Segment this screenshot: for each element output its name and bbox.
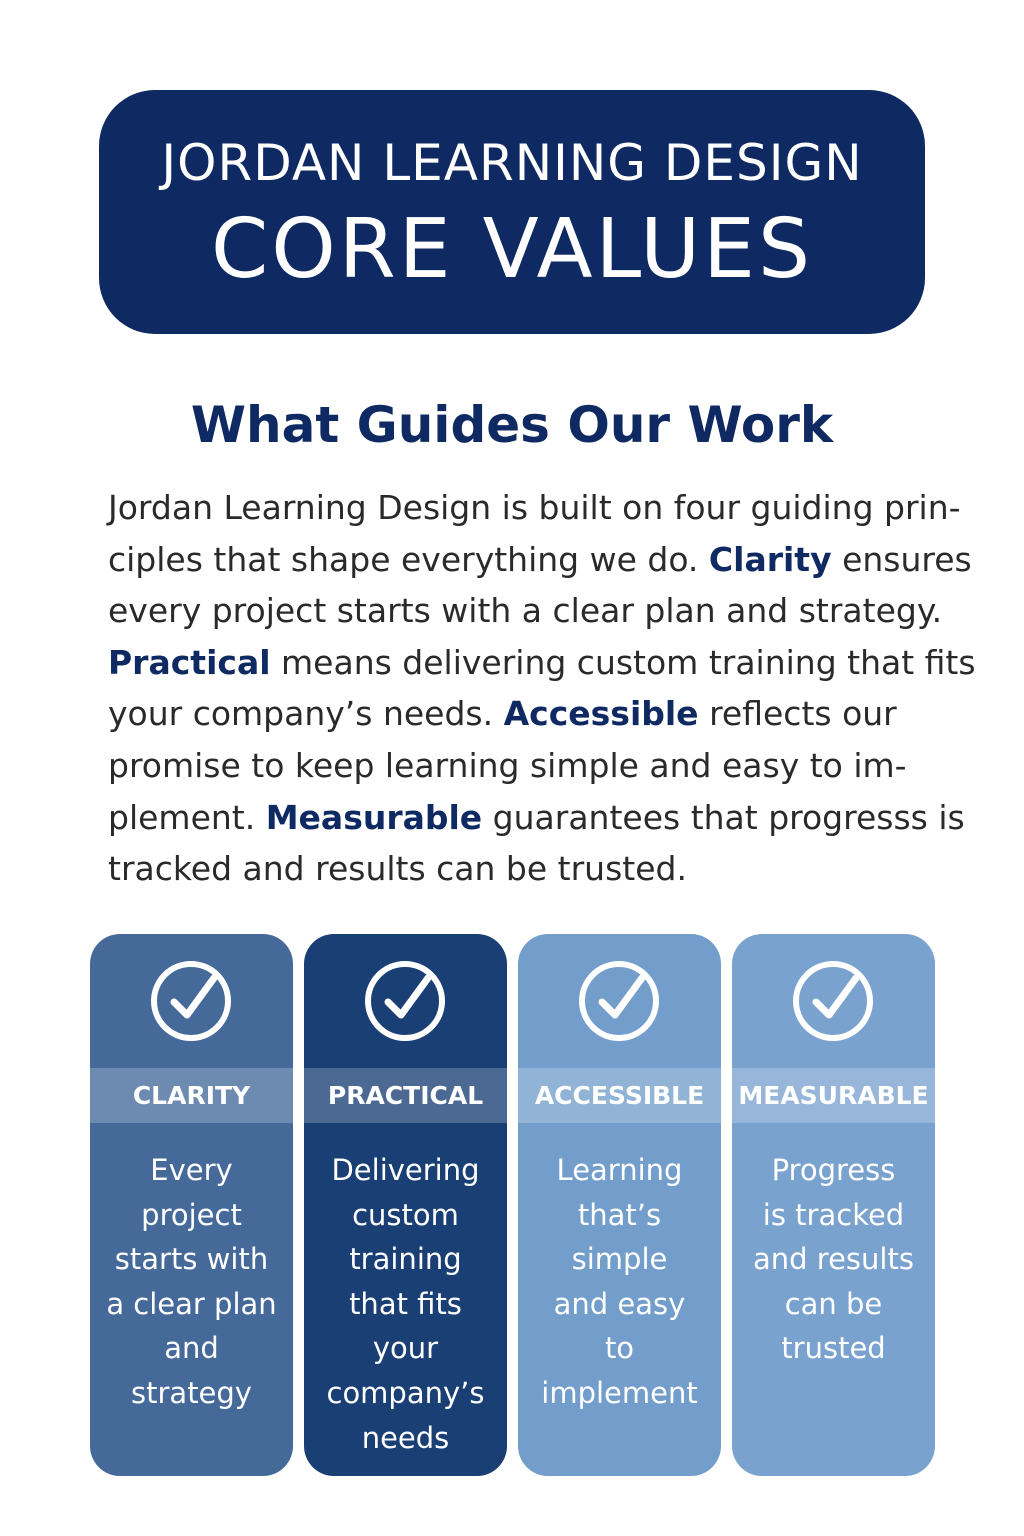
card-description-line: Delivering (331, 1153, 480, 1187)
intro-text: Jordan Learning Design is built on four guiding prin- (108, 488, 961, 527)
card-description-line: that’s (577, 1197, 662, 1232)
card-description-line: starts with (114, 1242, 269, 1277)
values-cards (90, 934, 935, 1476)
value-keyword: Accessible (503, 694, 699, 734)
intro-line (108, 585, 943, 637)
value-keyword: Measurable (265, 797, 483, 837)
card-description-line: can be (784, 1286, 883, 1321)
value-card-clarity (90, 934, 293, 1476)
banner-subtitle: JORDAN LEARNING DESIGN (161, 134, 863, 192)
card-description-line: implement (541, 1375, 698, 1410)
card-description-line: simple (571, 1242, 668, 1277)
card-description-line: that fits (349, 1286, 462, 1321)
card-description-line: custom (352, 1197, 459, 1232)
card-description-line: is tracked (762, 1197, 905, 1232)
intro-text: every project starts with a clear plan and strategy. (108, 591, 943, 631)
intro-text: guarantees that progresss is (482, 797, 965, 837)
card-description-line: trusted (781, 1331, 886, 1366)
section-heading: What Guides Our Work (190, 396, 834, 454)
title-banner (99, 90, 925, 334)
value-keyword: Clarity (708, 539, 832, 579)
check-circle-icon (576, 958, 662, 1044)
intro-text: means delivering custom training that fits (270, 642, 976, 682)
intro-line (108, 482, 961, 534)
card-description (310, 1148, 501, 1460)
intro-line (108, 740, 923, 792)
intro-line (108, 688, 923, 740)
check-circle-icon (790, 958, 876, 1044)
card-description (524, 1148, 715, 1416)
check-circle-icon (148, 958, 234, 1044)
check-circle-icon (362, 958, 448, 1044)
card-description-line: training (349, 1242, 462, 1277)
intro-text: tracked and results can be trusted. (108, 849, 687, 889)
intro-line (108, 843, 923, 895)
card-description-line: and results (753, 1242, 914, 1277)
intro-text: plement. (108, 797, 266, 837)
card-description-line: company’s (326, 1375, 485, 1410)
card-title: CLARITY (132, 1081, 251, 1110)
intro-line (108, 792, 965, 844)
card-description-line: to (604, 1331, 635, 1366)
card-description-line: a clear plan (106, 1286, 277, 1321)
intro-line (108, 534, 972, 586)
intro-paragraph (108, 482, 976, 895)
card-title: MEASURABLE (738, 1081, 929, 1110)
value-card-measurable (732, 934, 935, 1476)
value-card-practical (304, 934, 507, 1476)
card-description (96, 1148, 287, 1416)
value-keyword: Practical (108, 642, 271, 682)
intro-text: reflects our (698, 694, 897, 734)
card-description-line: strategy (131, 1375, 252, 1410)
intro-text: ensures (831, 539, 972, 579)
card-title: PRACTICAL (327, 1081, 484, 1110)
value-card-accessible (518, 934, 721, 1476)
intro-text: your company’s needs. (108, 694, 504, 734)
card-description-line: Every (150, 1153, 233, 1187)
card-description-line: Learning (556, 1153, 683, 1187)
card-description-line: needs (361, 1420, 450, 1455)
intro-line (108, 637, 976, 689)
card-title: ACCESSIBLE (534, 1081, 705, 1110)
card-description-line: and (164, 1331, 219, 1366)
card-description-line: Progress (771, 1153, 896, 1187)
intro-text: ciples that shape everything we do. (108, 539, 709, 579)
intro-text: promise to keep learning simple and easy to im- (108, 745, 907, 785)
banner-title: CORE VALUES (210, 202, 814, 297)
card-description-line: project (141, 1197, 242, 1232)
card-description (738, 1148, 929, 1371)
card-description-line: your (372, 1331, 439, 1366)
card-description-line: and easy (553, 1286, 686, 1321)
